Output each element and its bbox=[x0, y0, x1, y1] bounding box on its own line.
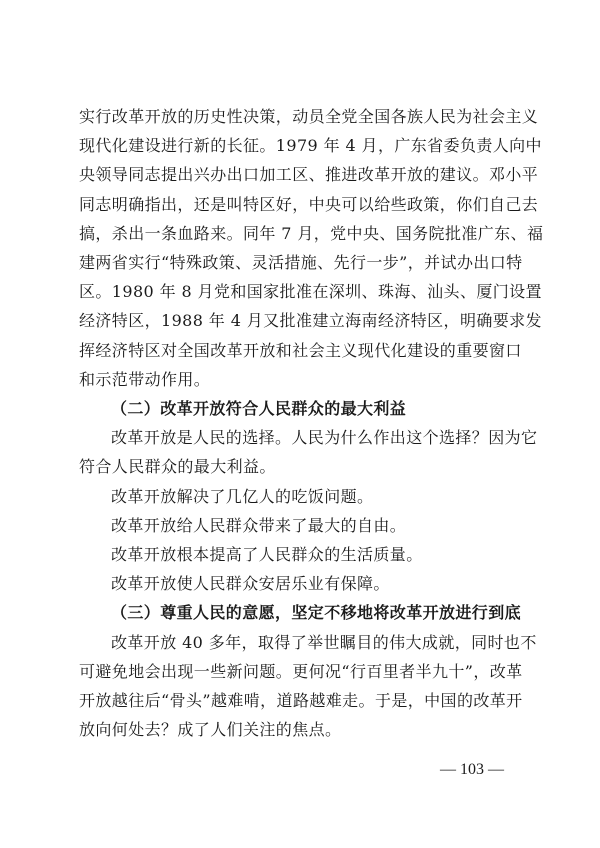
paragraph-people-choice bbox=[79, 423, 538, 481]
text-line: 建两省实行“特殊政策、灵活措施、先行一步”，并试办出口特 bbox=[79, 253, 523, 273]
text-line: 符合人民群众的最大利益。 bbox=[79, 457, 276, 477]
text-line: 实行改革开放的历史性决策，动员全党全国各族人民为社会主义 bbox=[79, 107, 539, 126]
section-heading-3: （三）尊重人民的意愿，坚定不移地将改革开放进行到底 bbox=[111, 603, 522, 623]
page-number: — 103 — bbox=[440, 761, 504, 778]
text-line: 改革开放是人民的选择。人民为什么作出这个选择？因为它 bbox=[111, 428, 538, 448]
text-line: 挥经济特区对全国改革开放和社会主义现代化建设的重要窗口 bbox=[79, 340, 522, 360]
text-line: 放向何处去？成了人们关注的焦点。 bbox=[79, 720, 342, 740]
paragraph-quality-of-life: 改革开放根本提高了人民群众的生活质量。 bbox=[111, 545, 423, 565]
section-heading-2: （二）改革开放符合人民群众的最大利益 bbox=[111, 399, 407, 419]
text-line: 和示范带动作用。 bbox=[79, 369, 211, 389]
text-line: 开放越往后“骨头”越难啃，道路越难走。于是，中国的改革开 bbox=[79, 691, 523, 711]
paragraph-food-problem: 改革开放解决了几亿人的吃饭问题。 bbox=[111, 486, 374, 506]
text-line: 现代化建设进行新的长征。1979 年 4 月，广东省委负责人向中 bbox=[79, 136, 542, 156]
text-line: 经济特区，1988 年 4 月又批准建立海南经济特区，明确要求发 bbox=[79, 311, 542, 331]
text-line: 可避免地会出现一些新问题。更何况“行百里者半九十”，改革 bbox=[79, 661, 523, 681]
text-line: 央领导同志提出兴办出口加工区、推进改革开放的建议。邓小平 bbox=[79, 165, 539, 185]
paragraph-new-problems bbox=[79, 628, 537, 745]
text-line: 改革开放 40 多年，取得了举世瞩目的伟大成就，同时也不 bbox=[111, 632, 537, 652]
page-content bbox=[79, 102, 544, 744]
text-line: 同志明确指出，还是叫特区好，中央可以给些政策，你们自己去 bbox=[79, 194, 539, 214]
paragraph-reform-decision bbox=[79, 102, 544, 394]
paragraph-freedom: 改革开放给人民群众带来了最大的自由。 bbox=[111, 515, 407, 535]
paragraph-security: 改革开放使人民群众安居乐业有保障。 bbox=[111, 574, 390, 594]
text-line: 搞，杀出一条血路来。同年 7 月，党中央、国务院批准广东、福 bbox=[79, 223, 544, 243]
text-line: 区。1980 年 8 月党和国家批准在深圳、珠海、汕头、厦门设置 bbox=[79, 282, 542, 302]
